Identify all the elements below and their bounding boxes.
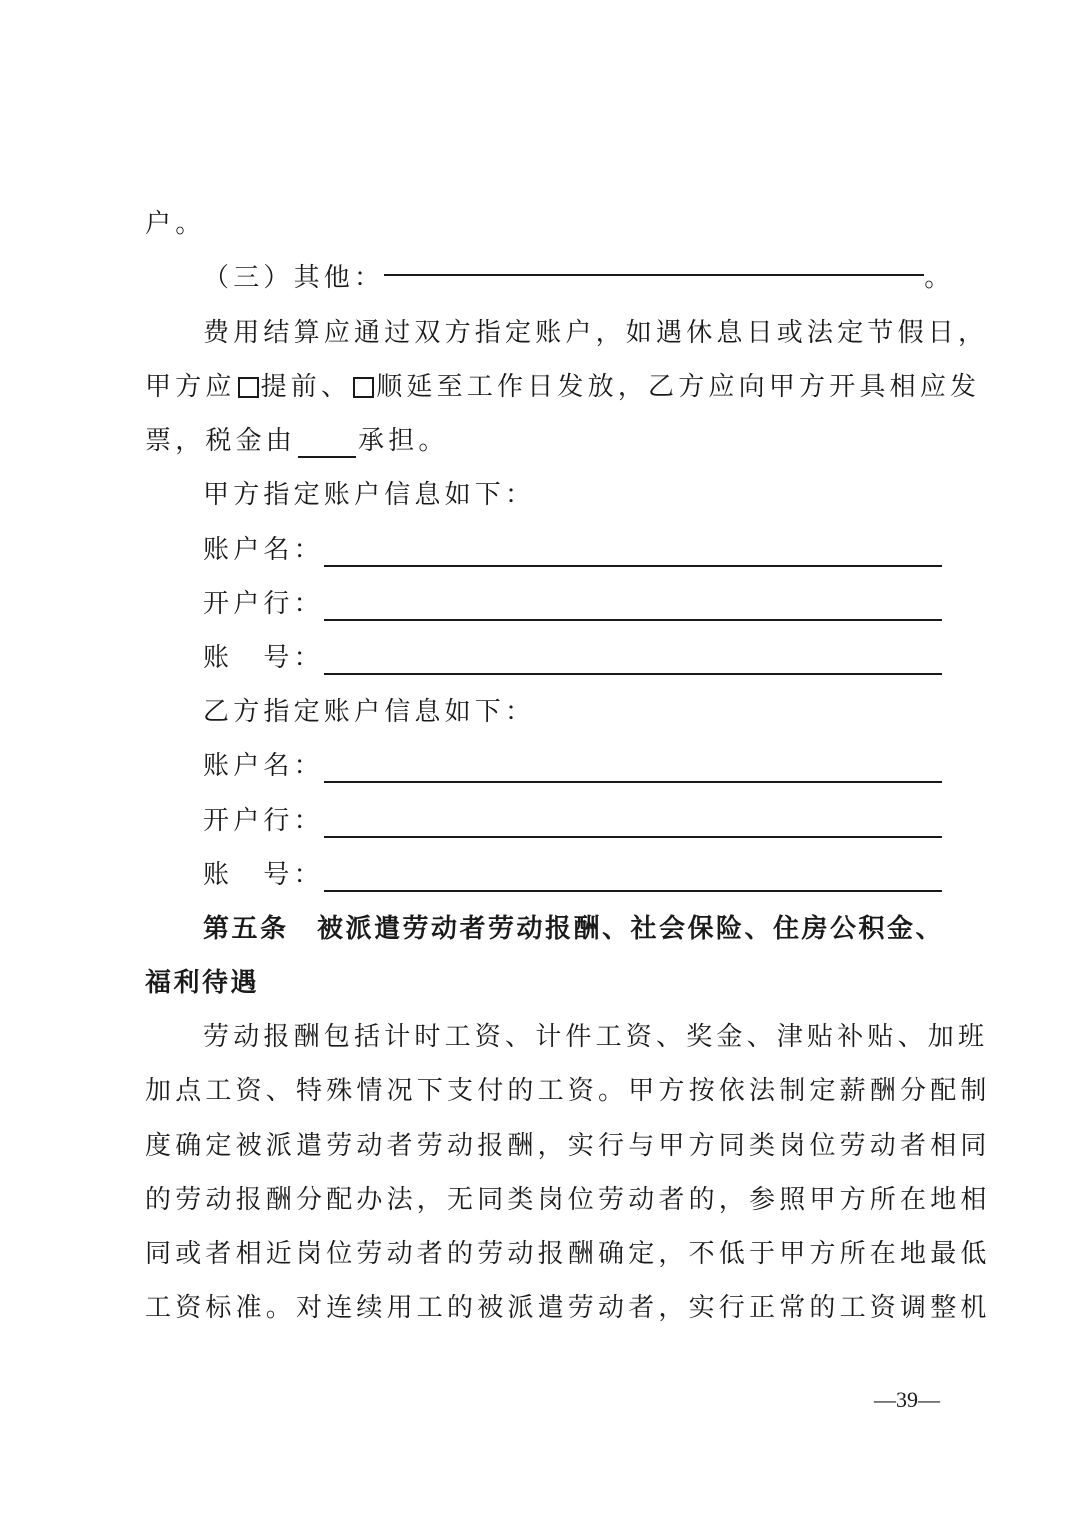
postpone-checkbox[interactable] [353, 377, 374, 398]
article-title-line-1: 第五条 被派遣劳动者劳动报酬、社会保险、住房公积金、 [203, 914, 945, 944]
other-item-label: （三）其他： [203, 263, 385, 293]
advance-checkbox[interactable] [238, 377, 259, 398]
paragraph-line-6: 工资标准。对连续用工的被派遣劳动者，实行正常的工资调整机 [145, 1293, 991, 1323]
bank-label: 开户行： [203, 806, 324, 836]
party-b-bank-field[interactable] [324, 836, 942, 838]
party-a-bank-row [203, 577, 942, 631]
paragraph-line-4: 的劳动报酬分配办法，无同类岗位劳动者的，参照甲方所在地相 [145, 1185, 991, 1215]
text-line-4: 甲方应 提前、 顺延至工作日发放，乙方应向甲方开具相应发 [145, 372, 981, 402]
article-title-line-2: 福利待遇 [145, 968, 260, 998]
other-item-blank[interactable] [384, 274, 924, 276]
text-line-1: 户。 [145, 209, 206, 239]
party-a-heading: 甲方指定账户信息如下： [203, 480, 536, 510]
paragraph-line-5: 同或者相近岗位劳动者的劳动报酬确定，不低于甲方所在地最低 [145, 1239, 991, 1269]
party-a-account-name-field[interactable] [324, 565, 942, 567]
account-name-label: 账户名： [203, 751, 324, 781]
paragraph-line-3: 度确定被派遣劳动者劳动报酬，实行与甲方同类岗位劳动者相同 [145, 1131, 991, 1161]
party-a-account-name-row [203, 523, 942, 577]
text-line-3: 费用结算应通过双方指定账户，如遇休息日或法定节假日， [203, 318, 989, 348]
tax-bearer-blank[interactable] [298, 456, 356, 458]
party-a-account-no-field[interactable] [324, 673, 942, 675]
party-b-account-no-row [203, 848, 942, 902]
paragraph-line-2: 加点工资、特殊情况下支付的工资。甲方按依法制定薪酬分配制 [145, 1076, 991, 1106]
other-item-end: 。 [924, 263, 955, 293]
account-no-label: 账 号： [203, 643, 324, 673]
account-name-label: 账户名： [203, 535, 324, 565]
text-line-5: 票，税金由 承担。 [145, 426, 449, 456]
party-b-heading: 乙方指定账户信息如下： [203, 697, 536, 727]
party-b-bank-row [203, 794, 942, 848]
party-b-account-name-row [203, 739, 942, 793]
other-item-line [203, 251, 955, 305]
account-no-label: 账 号： [203, 860, 324, 890]
bank-label: 开户行： [203, 589, 324, 619]
party-b-account-no-field[interactable] [324, 890, 942, 892]
party-a-account-no-row [203, 631, 942, 685]
paragraph-line-1: 劳动报酬包括计时工资、计件工资、奖金、津贴补贴、加班 [203, 1022, 989, 1052]
page-number: —39— [874, 1387, 940, 1412]
party-b-account-name-field[interactable] [324, 781, 942, 783]
party-a-bank-field[interactable] [324, 619, 942, 621]
